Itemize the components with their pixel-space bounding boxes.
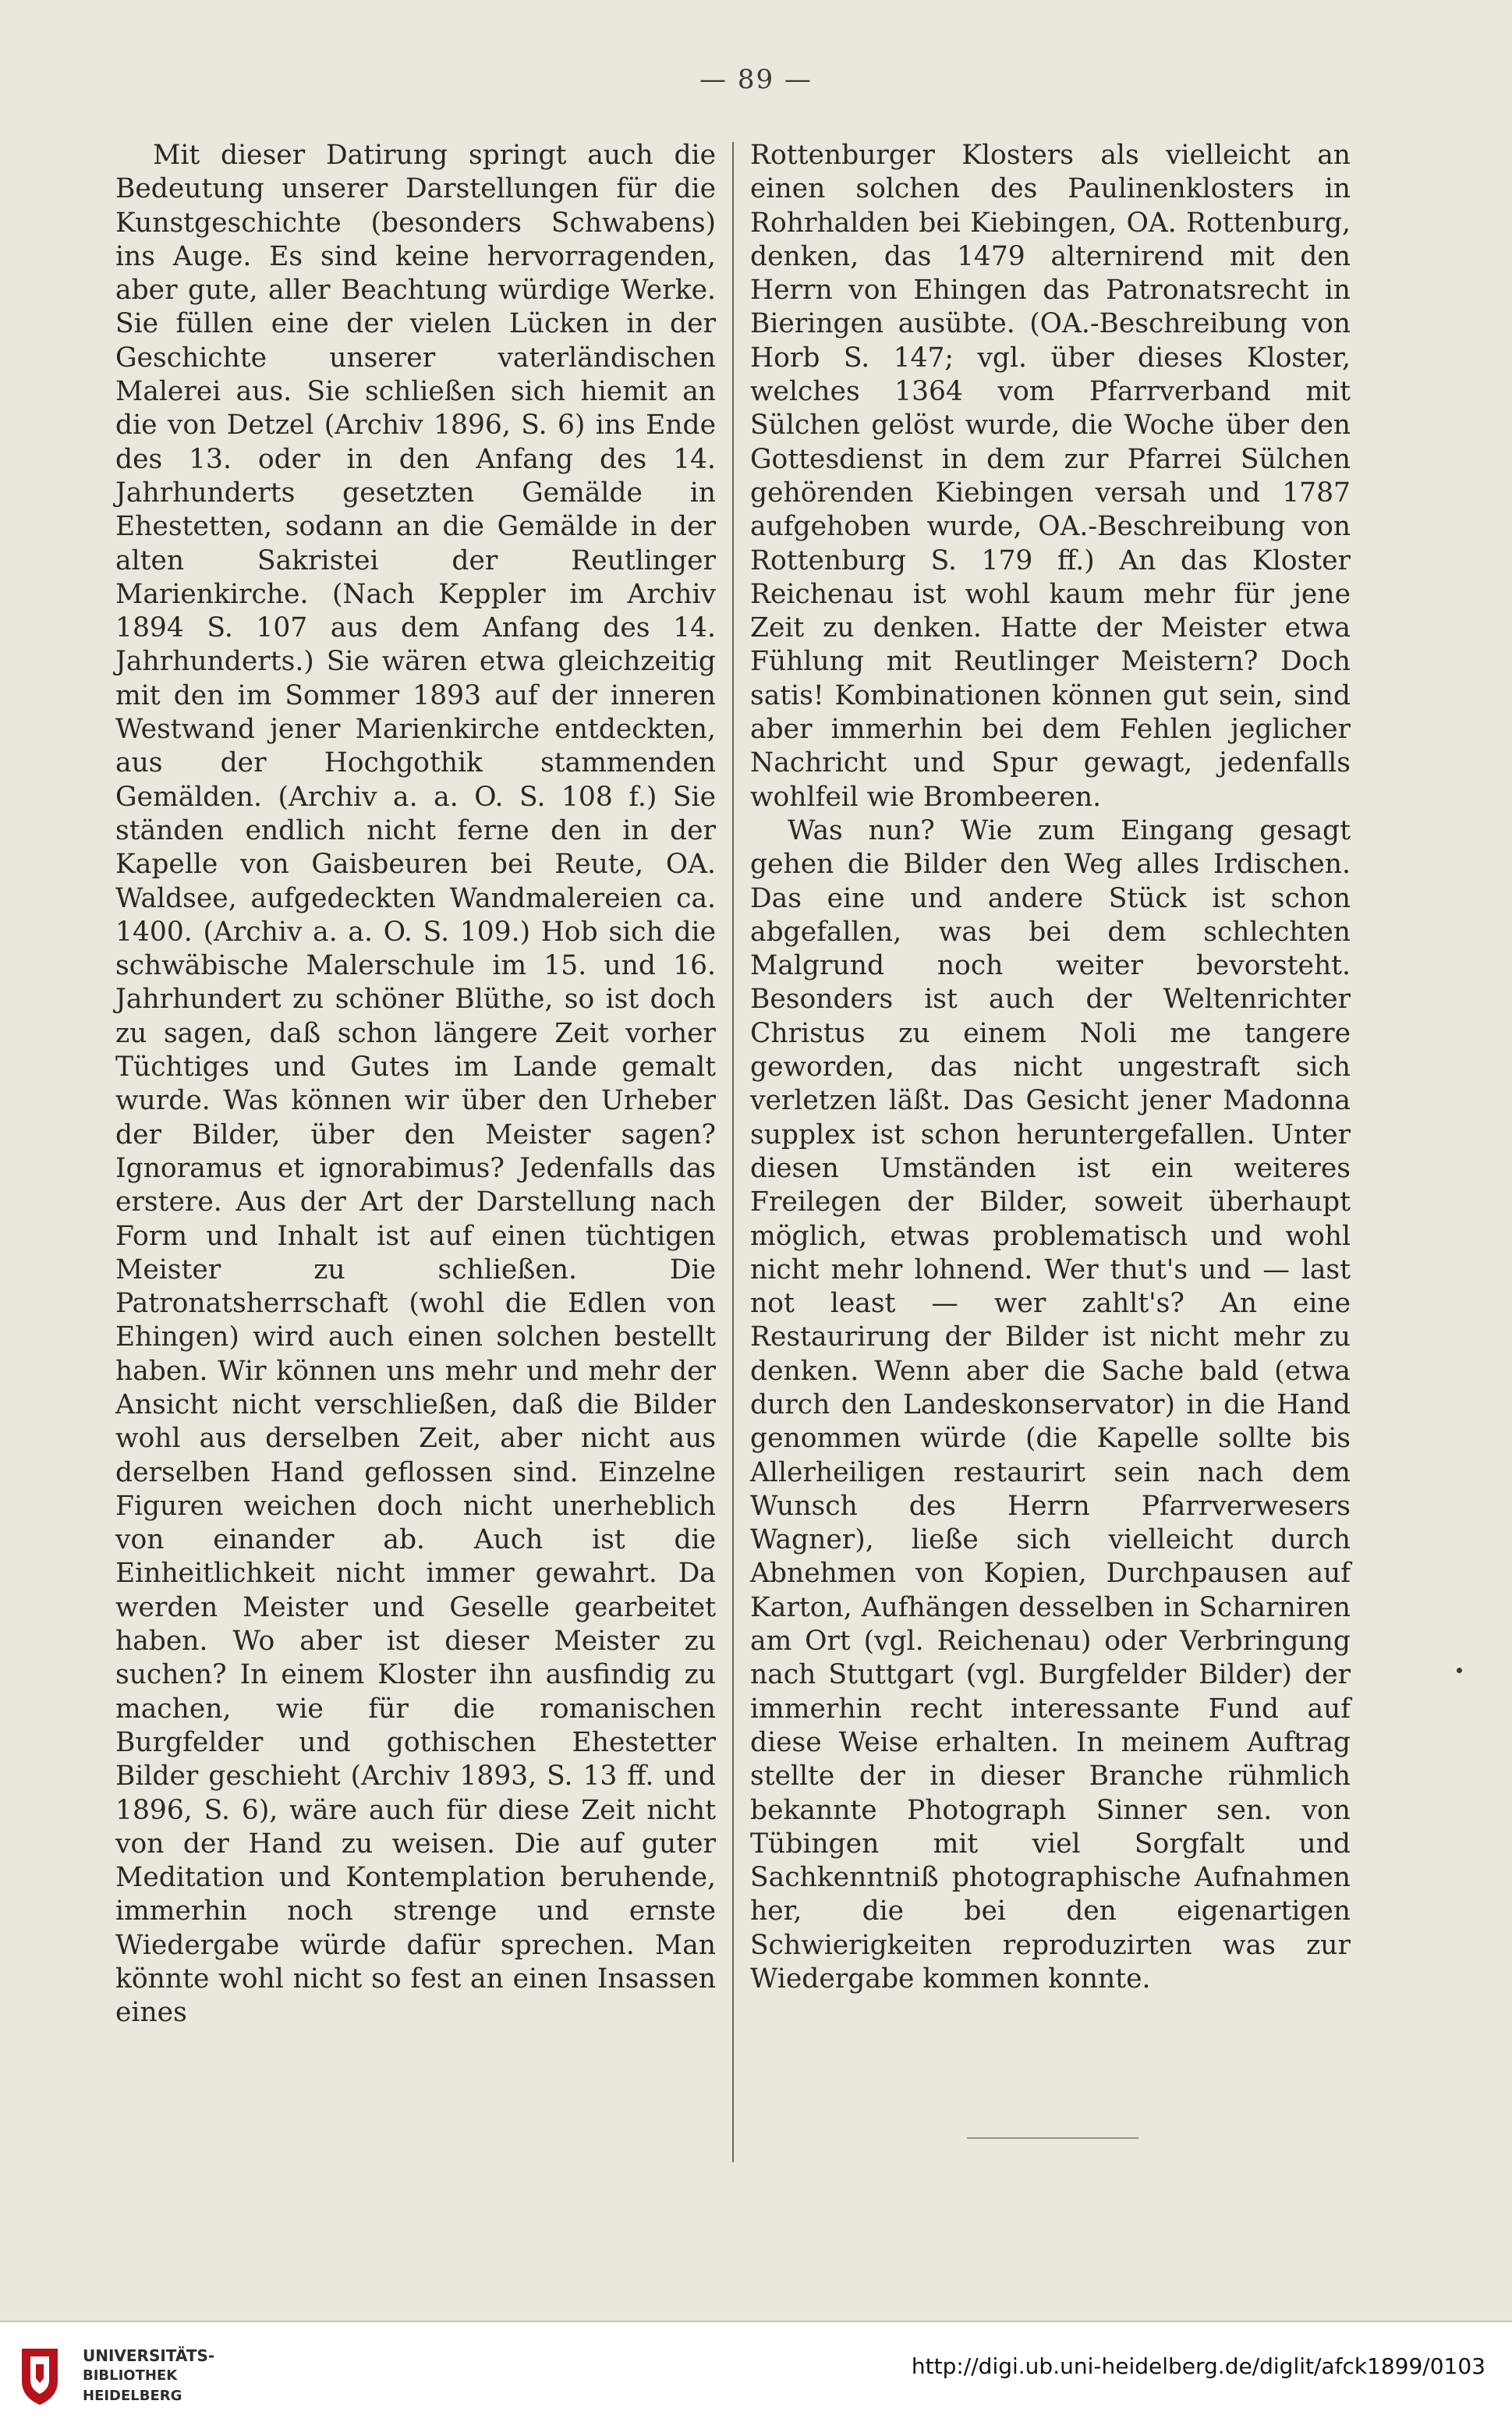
left-column-paragraph: Mit dieser Datirung springt auch die Bedeutung unserer Darstellungen für die Kunstgeschichte (besonders Schwabens) ins Auge. Es sind keine hervorragenden, aber gute, aller Beachtung würdige Werke. Sie füllen eine der vielen Lücken in der Geschichte unserer vaterländischen Malerei aus. Sie schließen sich hiemit an die von Detzel (Archiv 1896, S. 6) ins Ende des 13. oder in den Anfang des 14. Jahrhunderts gesetzten Gemälde in Ehestetten, sodann an die Gemälde in der alten Sakristei der Reutlinger Marienkirche. (Nach Keppler im Archiv 1894 S. 107 aus dem Anfang des 14. Jahrhunderts.) Sie wären etwa gleichzeitig mit den im Sommer 1893 auf der inneren Westwand jener Marienkirche entdeckten, aus der Hochgothik stammenden Gemälden. (Archiv a. a. O. S. 108 f.) Sie ständen endlich nicht ferne den in der Kapelle von Gaisbeuren bei Reute, OA. Waldsee, aufgedeckten Wandmalereien ca. 1400. (Archiv a. a. O. S. 109.) Hob sich die schwäbische Malerschule im 15. und 16. Jahrhundert zu schöner Blüthe, so ist doch zu sagen, daß schon längere Zeit vorher Tüchtiges und Gutes im Lande gemalt wurde. Was können wir über den Urheber der Bilder, über den Meister sagen? Ignoramus et ignorabimus? Jedenfalls das erstere. Aus der Art der Darstellung nach Form und Inhalt ist auf einen tüchtigen Meister zu schließen. Die Patronatsherrschaft (wohl die Edlen von Ehingen) wird auch einen solchen bestellt haben. Wir können uns mehr und mehr der Ansicht nicht verschließen, daß die Bilder wohl aus derselben Zeit, aber nicht aus derselben Hand geflossen sind. Einzelne Figuren weichen doch nicht unerheblich von einander ab. Auch ist die Einheitlichkeit nicht immer gewahrt. Da werden Meister und Geselle gearbeitet haben. Wo aber ist dieser Meister zu suchen? In einem Kloster ihn ausfindig zu machen, wie für die romanischen Burgfelder und gothischen Ehestetter Bilder geschieht (Archiv 1893, S. 13 ff. und 1896, S. 6), wäre auch für diese Zeit nicht von der Hand zu weisen. Die auf guter Meditation und Kontemplation beruhende, immerhin noch strenge und ernste Wiedergabe würde dafür sprechen. Man könnte wohl nicht so fest an einen Insassen eines	[115, 140, 716, 2029]
institution-name	[83, 2346, 214, 2406]
footer-bar	[0, 2321, 1512, 2429]
page-number: — 89 —	[699, 64, 813, 95]
institution-line-1: UNIVERSITÄTS-	[83, 2346, 215, 2365]
right-column-paragraph-2: Was nun? Wie zum Eingang gesagt gehen die Bilder den Weg alles Irdischen. Das eine und andere Stück ist schon abgefallen, was bei dem schlechten Malgrund noch weiter bevorsteht. Besonders ist auch der Weltenrichter Christus zu einem Noli me tangere geworden, das nicht ungestraft sich verletzen läßt. Das Gesicht jener Madonna supplex ist schon heruntergefallen. Unter diesen Umständen ist ein weiteres Freilegen der Bilder, soweit überhaupt möglich, etwas problematisch und wohl nicht mehr lohnend. Wer thut's und — last not least — wer zahlt's? An eine Restaurirung der Bilder ist nicht mehr zu denken. Wenn aber die Sache bald (etwa durch den Landeskonservator) in die Hand genommen würde (die Kapelle sollte bis Allerheiligen restaurirt sein nach dem Wunsch des Herrn Pfarrverwesers Wagner), ließe sich vielleicht durch Abnehmen von Kopien, Durchpausen auf Karton, Aufhängen desselben in Scharniren am Ort (vgl. Reichenau) oder Verbringung nach Stuttgart (vgl. Burgfelder Bilder) der immerhin recht interessante Fund auf diese Weise erhalten. In meinem Auftrag stellte der in dieser Branche rühmlich bekannte Photograph Sinner sen. von Tübingen mit viel Sorgfalt und Sachkenntniß photographische Aufnahmen her, die bei den eigenartigen Schwierigkeiten reproduzirten was zur Wiedergabe kommen konnte.	[750, 814, 1351, 1995]
column-divider	[732, 142, 734, 2162]
permalink-url[interactable]: http://digi.ub.uni-heidelberg.de/diglit/afck1899/0103	[911, 2353, 1485, 2379]
institution-line-2: BIBLIOTHEK	[83, 2367, 178, 2384]
institution-line-3: HEIDELBERG	[83, 2388, 182, 2404]
right-column-paragraph-1: Rottenburger Klosters als vielleicht an einen solchen des Paulinenklosters in Rohrhalden bei Kiebingen, OA. Rottenburg, denken, das 1479 alternirend mit den Herrn von Ehingen das Patronatsrecht in Bieringen ausübte. (OA.-Beschreibung von Horb S. 147; vgl. über dieses Kloster, welches 1364 vom Pfarrverband mit Sülchen gelöst wurde, die Woche über den Gottesdienst in dem zur Pfarrei Sülchen gehörenden Kiebingen versah und 1787 aufgehoben wurde, OA.-Beschreibung von Rottenburg S. 179 ff.) An das Kloster Reichenau ist wohl kaum mehr für jene Zeit zu denken. Hatte der Meister etwa Fühlung mit Reutlinger Meistern? Doch satis! Kombinationen können gut sein, sind aber immerhin bei dem Fehlen jeglicher Nachricht und Spur gewagt, jedenfalls wohlfeil wie Brombeeren.	[750, 140, 1351, 813]
end-of-text-rule	[967, 2137, 1138, 2139]
left-column	[115, 139, 716, 2030]
margin-mark	[1457, 1668, 1462, 1673]
right-column	[750, 139, 1351, 1996]
heidelberg-university-seal-icon	[17, 2346, 62, 2408]
